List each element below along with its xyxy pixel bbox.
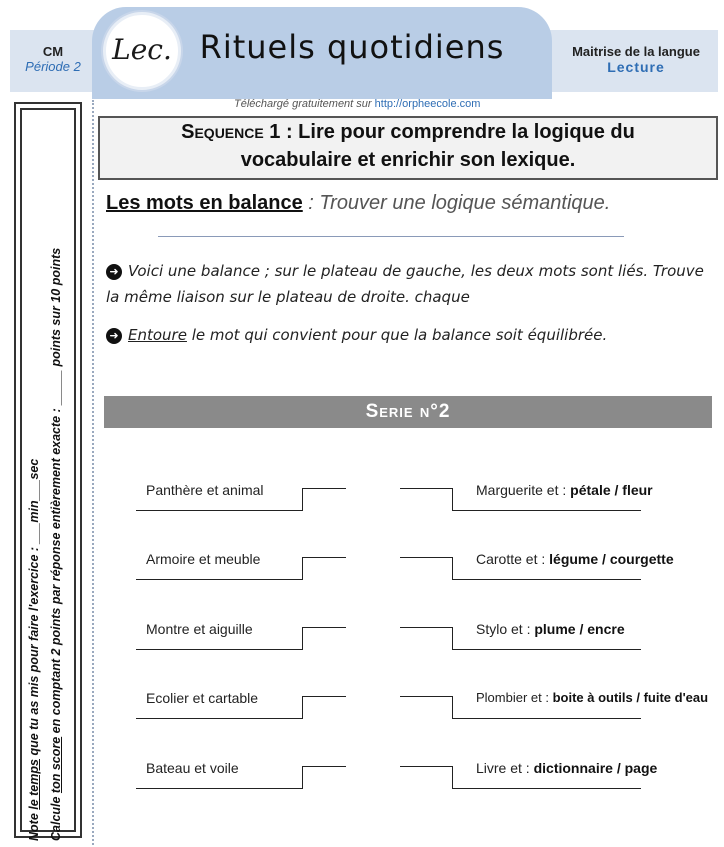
- arrow-right-icon: ➜: [106, 264, 122, 280]
- answer-choices[interactable]: pétale / fleur: [570, 482, 653, 498]
- logo-text: Lec.: [112, 33, 172, 66]
- left-plate: [136, 557, 303, 580]
- right-pair: Plombier et : boite à outils / fuite d'eau: [476, 690, 709, 705]
- right-arm: [400, 696, 452, 697]
- level-label: CM: [42, 44, 64, 59]
- domain-label: Lecture: [607, 59, 665, 75]
- left-pair: Ecolier et cartable: [146, 690, 259, 706]
- right-arm: [400, 488, 452, 489]
- answer-choices[interactable]: plume / encre: [534, 621, 625, 637]
- right-arm: [400, 766, 452, 767]
- balance-row: [0, 551, 724, 591]
- subject-label: Maitrise de la langue: [572, 44, 700, 59]
- answer-choices[interactable]: légume / courgette: [549, 551, 674, 567]
- left-pair: Panthère et animal: [146, 482, 264, 498]
- score-line: Calcule ton score en comptant 2 points par réponse entièrement exacte : _____ points sur 10 points: [49, 247, 63, 841]
- logo-badge: [103, 12, 181, 90]
- balance-row: [0, 690, 724, 730]
- sequence-line-1: Sequence 1 : Lire pour comprendre la logique du: [181, 121, 635, 143]
- answer-choices[interactable]: boite à outils / fuite d'eau: [552, 690, 709, 705]
- left-plate: [136, 488, 303, 511]
- dotted-separator: [92, 100, 94, 845]
- left-plate: [136, 766, 303, 789]
- right-pair: Marguerite et : pétale / fleur: [476, 482, 653, 498]
- download-text: Téléchargé gratuitement sur: [234, 98, 375, 110]
- page-title: Rituels quotidiens: [199, 28, 505, 66]
- left-plate: [136, 627, 303, 650]
- left-pair: Bateau et voile: [146, 760, 239, 776]
- left-arm: [302, 488, 346, 489]
- right-arm: [400, 627, 452, 628]
- period-label: Période 2: [25, 59, 81, 74]
- right-arm: [400, 557, 452, 558]
- arrow-right-icon: ➜: [106, 328, 122, 344]
- header-subject-block: [556, 30, 716, 92]
- left-pair: Montre et aiguille: [146, 621, 253, 637]
- instruction-2: ➜ Entoure le mot qui convient pour que la balance soit équilibrée.: [106, 322, 712, 348]
- left-pair: Armoire et meuble: [146, 551, 261, 567]
- left-arm: [302, 766, 346, 767]
- right-pair: Carotte et : légume / courgette: [476, 551, 674, 567]
- left-arm: [302, 696, 346, 697]
- section-divider: [158, 236, 624, 237]
- section-title: Les mots en balance : Trouver une logique sémantique.: [106, 192, 611, 214]
- balance-row: [0, 760, 724, 800]
- time-line: Note le temps que tu as mis pour faire l'exercice : ___min___sec: [27, 458, 41, 841]
- answer-choices[interactable]: dictionnaire / page: [533, 760, 658, 776]
- instruction-1: ➜ Voici une balance ; sur le plateau de gauche, les deux mots sont liés. Trouve la même liaison sur le plateau de droite. chaque: [106, 262, 704, 306]
- sequence-line-2: vocabulaire et enrichir son lexique.: [240, 149, 576, 171]
- download-notice: [234, 98, 480, 110]
- left-arm: [302, 627, 346, 628]
- right-pair: Livre et : dictionnaire / page: [476, 760, 658, 776]
- left-plate: [136, 696, 303, 719]
- sequence-heading: [98, 116, 718, 180]
- serie-banner: Serie n°2: [104, 396, 712, 428]
- header-level-block: [10, 30, 96, 92]
- balance-row: [0, 621, 724, 661]
- right-pair: Stylo et : plume / encre: [476, 621, 625, 637]
- download-link[interactable]: http://orpheecole.com: [374, 98, 481, 110]
- left-arm: [302, 557, 346, 558]
- balance-row: [0, 482, 724, 522]
